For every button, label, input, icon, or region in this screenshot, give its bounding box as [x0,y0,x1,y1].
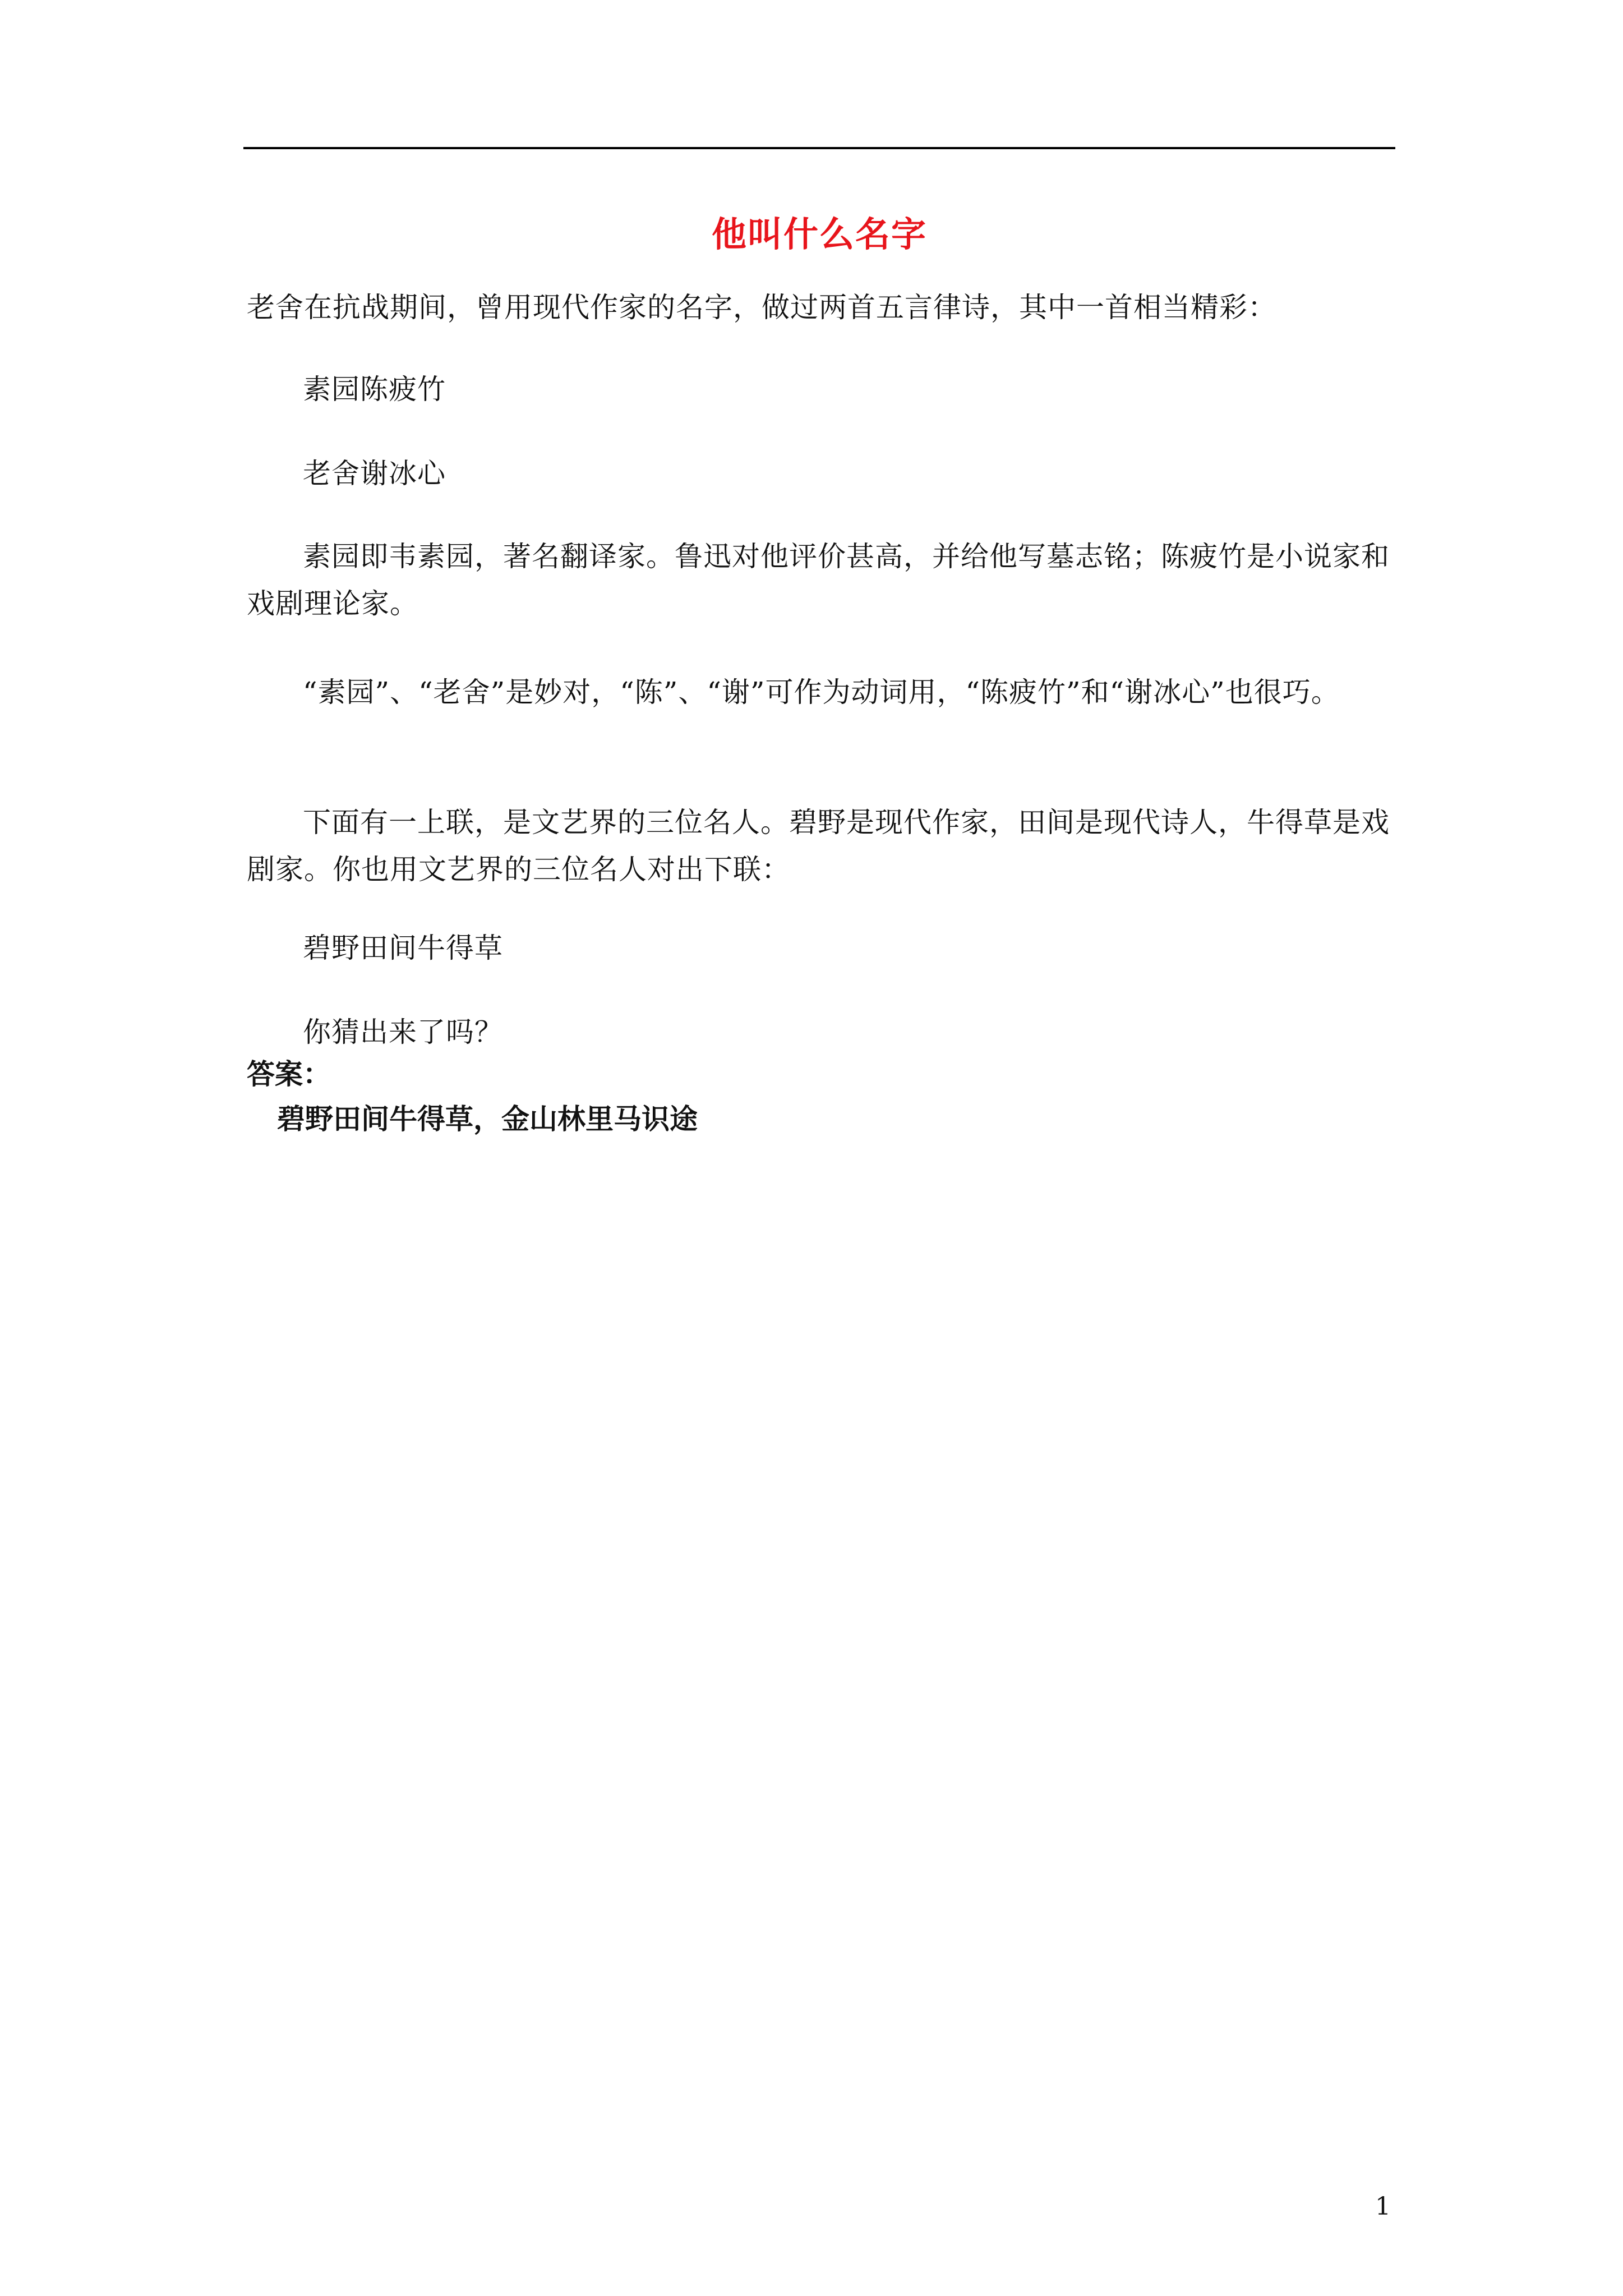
riddle-paragraph: 下面有一上联，是文艺界的三位名人。碧野是现代作家，田间是现代诗人，牛得草是戏剧家。你也用文艺界的三位名人对出下联： [247,806,1390,886]
page-number: 1 [1375,2192,1391,2221]
poem-line-1: 素园陈疲竹 [303,373,446,406]
header-rule [243,147,1395,149]
page-title: 他叫什么名字 [711,214,927,255]
question-line: 你猜出来了吗？ [303,1016,503,1048]
answer-label: 答案： [247,1057,331,1091]
explanation-paragraph: 素园即韦素园，著名翻译家。鲁迅对他评价甚高，并给他写墓志铭；陈疲竹是小说家和戏剧理论家。 [247,540,1390,620]
poem-line-2: 老舍谢冰心 [303,457,446,490]
commentary-paragraph: “素园”、“老舍”是妙对，“陈”、“谢”可作为动词用，“陈疲竹”和“谢冰心”也很巧。 [303,676,1340,708]
intro-paragraph: 老舍在抗战期间，曾用现代作家的名字，做过两首五言律诗，其中一首相当精彩： [247,291,1276,324]
couplet-first-line: 碧野田间牛得草 [303,932,503,964]
answer-text: 碧野田间牛得草，金山林里马识途 [277,1102,698,1135]
